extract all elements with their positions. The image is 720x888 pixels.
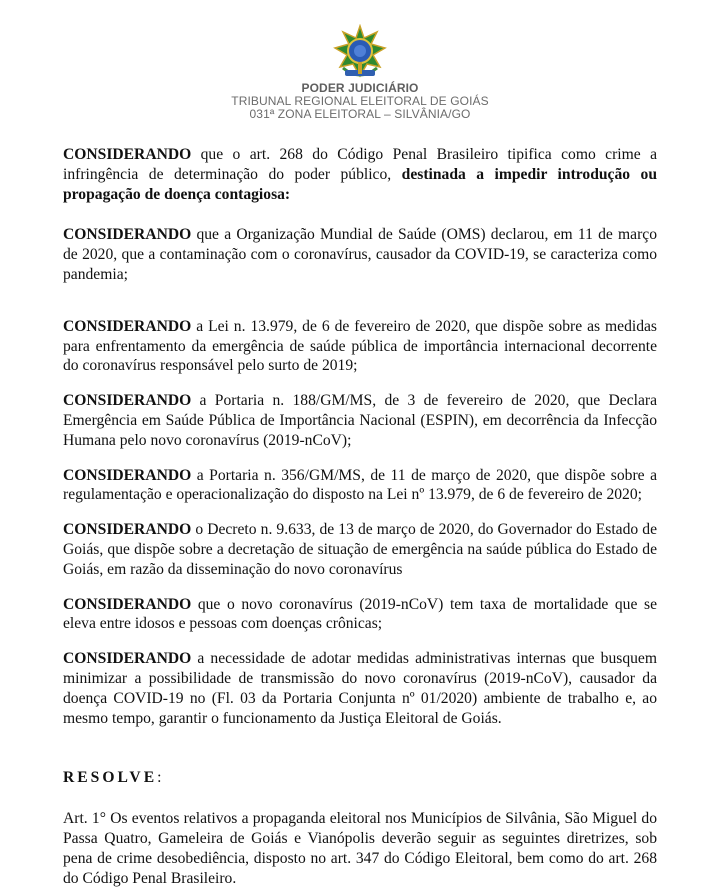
paragraph-text: que a Organização Mundial de Saúde (OMS) declarou, em 11 de março de 2020, que a contaminação com o coronavírus, causador da COVID-19, se caracteriza como pandemia; (63, 226, 657, 283)
resolve-heading (63, 768, 657, 788)
keyword: CONSIDERANDO (63, 392, 192, 410)
paragraph-text: a Portaria n. 356/GM/MS, de 11 de março de 2020, que dispõe sobre a regulamentação e operacionalização do disposto na Lei nº 13.979, de 6 de fevereiro de 2020; (63, 466, 657, 504)
considerando-paragraph-3 (63, 317, 657, 376)
paragraph-text: que o art. 268 do Código Penal Brasileiro tipifica como crime a infringência de determinação do poder público, (63, 146, 657, 183)
resolve-label: RESOLVE (63, 769, 158, 787)
considerando-paragraph-6 (63, 520, 657, 579)
paragraph-text: a necessidade de adotar medidas administrativas internas que busquem minimizar a possibilidade de transmissão do novo coronavírus (2019-nCoV), causador da doença COVID-19 no (Fl. 03 da Portaria Conjunta nº 01/2020) ambiente de trabalho e, ao mesmo tempo, garantir o funcionamento da Justiça Eleitoral de Goiás. (63, 650, 657, 727)
considerando-paragraph-2 (63, 225, 657, 284)
keyword: CONSIDERANDO (63, 650, 192, 668)
paragraph-text: que o novo coronavírus (2019-nCoV) tem taxa de mortalidade que se eleva entre idosos e pessoas com doenças crônicas; (63, 595, 657, 633)
paragraph-bold-text: destinada a impedir introdução ou propagação de doença contagiosa: (63, 165, 657, 203)
coat-of-arms-icon (333, 24, 387, 82)
considerando-paragraph-8 (63, 649, 657, 728)
considerando-paragraph-1 (63, 145, 657, 204)
header-line-court: TRIBUNAL REGIONAL ELEITORAL DE GOIÁS (231, 94, 489, 108)
article-1-paragraph: Art. 1° Os eventos relativos a propaganda eleitoral nos Municípios de Silvânia, São Miguel do Passa Quatro, Gameleira de Goiás e Vianópolis deverão seguir as seguintes diretrizes, sob pena de crime desobediência, disposto no art. 347 do Código Eleitoral, bem como do art. 268 do Código Penal Brasileiro. (63, 810, 657, 887)
paragraph-text: o Decreto n. 9.633, de 13 de março de 2020, do Governador do Estado de Goiás, que dispõe sobre a decretação de situação de emergência na saúde pública do Estado de Goiás, em razão da disseminação do novo coronavírus (63, 521, 657, 578)
keyword: CONSIDERANDO (63, 466, 192, 484)
keyword: CONSIDERANDO (63, 595, 192, 613)
considerando-paragraph-5 (63, 466, 657, 506)
paragraph-text: a Lei n. 13.979, de 6 de fevereiro de 2020, que dispõe sobre as medidas para enfrentamento da emergência de saúde pública de importância internacional decorrente do coronavírus responsável pelo surto de 2019; (63, 317, 657, 375)
header-line-judiciary: PODER JUDICIÁRIO (301, 81, 419, 95)
considerando-paragraph-7 (63, 595, 657, 635)
document-header (0, 24, 720, 121)
keyword: CONSIDERANDO (63, 146, 192, 163)
considerando-paragraph-4 (63, 391, 657, 450)
document-body (63, 145, 657, 888)
header-line-zone: 031ª ZONA ELEITORAL – SILVÂNIA/GO (249, 107, 471, 121)
keyword: CONSIDERANDO (63, 317, 192, 335)
paragraph-text: a Portaria n. 188/GM/MS, de 3 de fevereiro de 2020, que Declara Emergência em Saúde Pública de Importância Nacional (ESPIN), em decorrência da Infecção Humana pelo novo coronavírus (2019-nCoV); (63, 392, 657, 449)
keyword: CONSIDERANDO (63, 226, 192, 244)
keyword: CONSIDERANDO (63, 521, 192, 539)
resolve-suffix: : (157, 769, 162, 787)
